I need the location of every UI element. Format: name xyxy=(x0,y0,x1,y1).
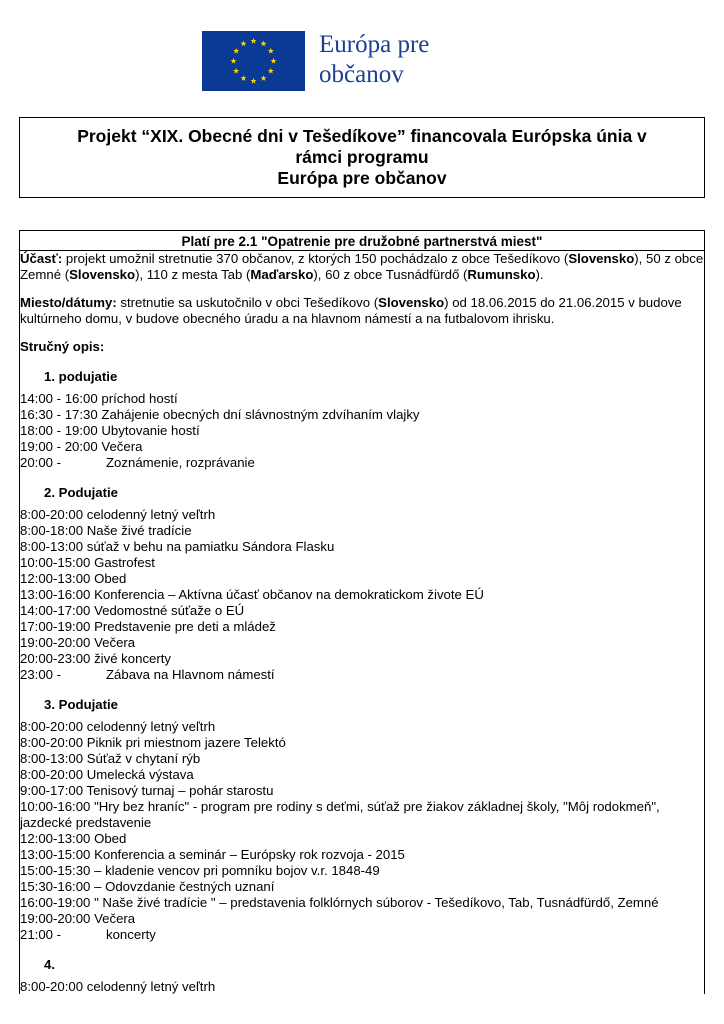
participation-paragraph xyxy=(20,251,704,283)
schedule-activity: súťaž v behu na pamiatku Sándora Flasku xyxy=(83,539,335,554)
schedule-item xyxy=(20,651,704,667)
schedule-item xyxy=(20,719,704,735)
schedule-activity: Piknik pri miestnom jazere Telektó xyxy=(83,735,286,750)
section-body xyxy=(20,251,704,994)
schedule-activity: celodenný letný veľtrh xyxy=(83,507,216,522)
country-name: Maďarsko xyxy=(250,267,314,282)
schedule-item xyxy=(20,619,704,635)
day2-schedule xyxy=(20,507,704,683)
day3-heading: 3. Podujatie xyxy=(44,697,119,712)
schedule-activity: "Hry bez hraníc" - program pre rodiny s deťmi, súťaž pre žiakov základnej školy, "Môj rodokmeň", jazdecké predstavenie xyxy=(20,799,660,830)
place-dates-label: Miesto/dátumy: xyxy=(20,295,117,310)
day4-heading: 4. xyxy=(44,957,55,972)
schedule-item xyxy=(20,863,704,879)
place-dates-text: ) od 18.06.2015 do 21.06.2015 v budove kultúrneho domu, v budove obecného úradu a na hlavnom námestí a na futbalovom ihrisku. xyxy=(20,295,682,326)
schedule-activity: " Naše živé tradície " – predstavenia folklórnych súborov - Tešedíkovo, Tab, Tusnádfürdő, Zemné xyxy=(90,895,659,910)
schedule-time: 12:00-13:00 xyxy=(20,831,91,846)
participation-text: projekt umožnil stretnutie 370 občanov, z ktorých 150 pochádzalo z obce Tešedíkovo ( xyxy=(62,251,569,266)
schedule-time: 15:30-16:00 xyxy=(20,879,91,894)
participation-label: Účasť: xyxy=(20,251,63,266)
participation-text: ). xyxy=(535,267,544,282)
schedule-time: 19:00-20:00 xyxy=(20,911,91,926)
schedule-time: 18:00 - 19:00 xyxy=(20,423,98,438)
schedule-activity: – kladenie vencov pri pomníku bojov v.r. 1848-49 xyxy=(90,863,380,878)
schedule-time: 16:00-19:00 xyxy=(20,895,91,910)
schedule-activity: Vedomostné súťaže o EÚ xyxy=(90,603,245,618)
schedule-activity: Večera xyxy=(90,911,136,926)
schedule-item xyxy=(20,439,704,455)
schedule-item xyxy=(20,767,704,783)
schedule-activity: celodenný letný veľtrh xyxy=(83,719,216,734)
schedule-item xyxy=(20,523,704,539)
schedule-activity: Zahájenie obecných dní slávnostným zdvíhaním vlajky xyxy=(97,407,420,422)
country-name: Rumunsko xyxy=(467,267,536,282)
program-logo-text xyxy=(319,30,429,90)
schedule-time: 8:00-20:00 xyxy=(20,719,84,734)
schedule-time: 10:00-16:00 xyxy=(20,799,91,814)
schedule-activity: Súťaž v chytaní rýb xyxy=(83,751,201,766)
schedule-time: 8:00-13:00 xyxy=(20,751,84,766)
participation-text: ), 50 z obce Zemné ( xyxy=(20,251,704,282)
logo-text-line2: občanov xyxy=(319,61,404,88)
schedule-time: 8:00-20:00 xyxy=(20,767,84,782)
schedule-item xyxy=(20,423,704,439)
schedule-time: 23:00 - xyxy=(20,667,62,682)
participation-text: ), 60 z obce Tusnádfürdő ( xyxy=(313,267,468,282)
schedule-time: 9:00-17:00 xyxy=(20,783,84,798)
schedule-item xyxy=(20,735,704,751)
project-title-box xyxy=(19,117,705,198)
schedule-activity: Obed xyxy=(90,831,127,846)
schedule-activity: Večera xyxy=(97,439,143,454)
logo-text-line1: Európa pre xyxy=(319,31,430,58)
title-line2: rámci programu xyxy=(295,147,429,167)
title-line1: Projekt “XIX. Obecné dni v Tešedíkove” financovala Európska únia v xyxy=(77,126,647,146)
schedule-time: 13:00-15:00 xyxy=(20,847,91,862)
schedule-item xyxy=(20,911,704,927)
country-name: Slovensko xyxy=(378,295,445,310)
schedule-item xyxy=(20,799,704,831)
schedule-item xyxy=(20,507,704,523)
schedule-item xyxy=(20,783,704,799)
schedule-activity: Tenisový turnaj – pohár starostu xyxy=(83,783,274,798)
schedule-activity: koncerty xyxy=(106,927,156,942)
schedule-item xyxy=(20,847,704,863)
schedule-item xyxy=(20,571,704,587)
place-dates-text: stretnutie sa uskutočnilo v obci Tešedíkovo ( xyxy=(116,295,379,310)
project-details-box xyxy=(19,230,705,994)
day2-heading: 2. Podujatie xyxy=(44,485,119,500)
schedule-item xyxy=(20,831,704,847)
schedule-activity: Zábava na Hlavnom námestí xyxy=(106,667,275,682)
day1-heading: 1. podujatie xyxy=(44,369,118,384)
schedule-item xyxy=(20,979,704,994)
place-dates-paragraph xyxy=(20,295,704,327)
schedule-item xyxy=(20,635,704,651)
schedule-time: 8:00-13:00 xyxy=(20,539,84,554)
schedule-time: 14:00 - 16:00 xyxy=(20,391,98,406)
schedule-time: 8:00-20:00 xyxy=(20,507,84,522)
schedule-activity: Gastrofest xyxy=(90,555,155,570)
schedule-time: 8:00-18:00 xyxy=(20,523,84,538)
schedule-time: 13:00-16:00 xyxy=(20,587,91,602)
schedule-activity: Umelecká výstava xyxy=(83,767,194,782)
schedule-time: 15:00-15:30 xyxy=(20,863,91,878)
schedule-activity: Obed xyxy=(90,571,127,586)
schedule-time: 21:00 - xyxy=(20,927,62,942)
schedule-item xyxy=(20,587,704,603)
schedule-item xyxy=(20,555,704,571)
schedule-item xyxy=(20,407,704,423)
schedule-activity: živé koncerty xyxy=(90,651,172,666)
day4-schedule xyxy=(20,979,704,994)
day3-schedule xyxy=(20,719,704,943)
schedule-activity: Naše živé tradície xyxy=(83,523,192,538)
schedule-time: 19:00 - 20:00 xyxy=(20,439,98,454)
schedule-item xyxy=(20,927,704,943)
schedule-item xyxy=(20,603,704,619)
schedule-activity: Konferencia – Aktívna účasť občanov na demokratickom živote EÚ xyxy=(90,587,484,602)
schedule-item xyxy=(20,751,704,767)
schedule-activity: príchod hostí xyxy=(97,391,178,406)
title-line3: Európa pre občanov xyxy=(277,168,447,188)
brief-description-heading: Stručný opis: xyxy=(20,339,105,354)
schedule-time: 8:00-20:00 xyxy=(20,979,84,994)
schedule-item xyxy=(20,879,704,895)
country-name: Slovensko xyxy=(568,251,635,266)
country-name: Slovensko xyxy=(69,267,136,282)
schedule-item xyxy=(20,391,704,407)
schedule-time: 8:00-20:00 xyxy=(20,735,84,750)
schedule-activity: Večera xyxy=(90,635,136,650)
schedule-activity: celodenný letný veľtrh xyxy=(83,979,216,994)
schedule-time: 12:00-13:00 xyxy=(20,571,91,586)
schedule-activity: Predstavenie pre deti a mládež xyxy=(90,619,276,634)
schedule-time: 20:00-23:00 xyxy=(20,651,91,666)
schedule-time: 10:00-15:00 xyxy=(20,555,91,570)
schedule-activity: – Odovzdanie čestných uznaní xyxy=(90,879,275,894)
schedule-item xyxy=(20,895,704,911)
schedule-activity: Ubytovanie hostí xyxy=(97,423,200,438)
section-header: Platí pre 2.1 "Opatrenie pre družobné partnerstvá miest" xyxy=(20,231,704,251)
schedule-time: 17:00-19:00 xyxy=(20,619,91,634)
schedule-time: 16:30 - 17:30 xyxy=(20,407,98,422)
schedule-time: 19:00-20:00 xyxy=(20,635,91,650)
schedule-item xyxy=(20,667,704,683)
schedule-activity: Konferencia a seminár – Európsky rok rozvoja - 2015 xyxy=(90,847,405,862)
schedule-time: 14:00-17:00 xyxy=(20,603,91,618)
day1-schedule xyxy=(20,391,704,471)
schedule-activity: Zoznámenie, rozprávanie xyxy=(106,455,255,470)
schedule-item xyxy=(20,455,704,471)
eu-flag-logo xyxy=(202,31,305,91)
schedule-item xyxy=(20,539,704,555)
schedule-time: 20:00 - xyxy=(20,455,62,470)
participation-text: ), 110 z mesta Tab ( xyxy=(135,267,251,282)
